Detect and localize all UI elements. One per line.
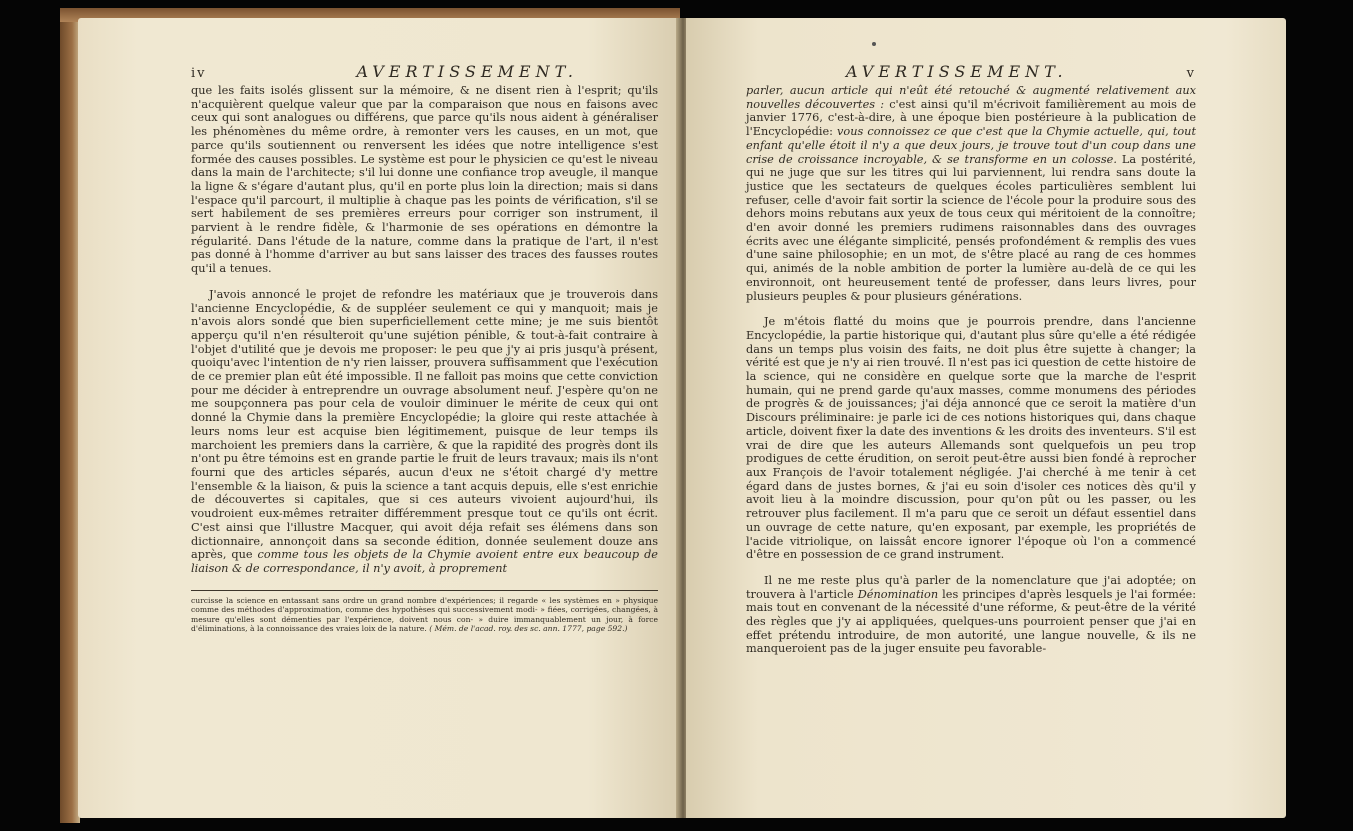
right-paragraph-3-text-a: Il ne me reste plus qu'à parler de la nomenclature que j'ai adoptée; on trouvera à l'article: [746, 573, 1196, 601]
left-page-body: [191, 84, 658, 576]
right-page-body: [746, 84, 1196, 656]
page-speck: [872, 42, 876, 46]
left-page-header: [191, 62, 658, 82]
left-paragraph-1: que les faits isolés glissent sur la mémoire, & ne disent rien à l'esprit; qu'ils n'acquièrent quelque valeur que par la comparaison que nous en faisons avec ceux qui sont analogues ou différens, que parce qu'ils nous aident à généraliser les phénomènes du même ordre, à remonter vers les causes, en un mot, que parce qu'ils soutiennent ou renversent les idées que notre intelligence s'est formée des causes possibles. Le système est pour le physicien ce qu'est le niveau dans la main de l'architecte; s'il lui donne une confiance trop aveugle, il manque la ligne & s'égare d'autant plus, qu'il en porte plus loin la direction; mais si dans l'espace qu'il parcourt, il multiplie à chaque pas les points de vérification, s'il se sert habilement de ses premières erreurs pour corriger son instrument, il parvient à le rendre fidèle, & l'harmonie de ses opérations en démontre la régularité. Dans l'étude de la nature, comme dans la pratique de l'art, il n'est pas donné à l'homme d'arriver au but sans laisser des traces des fausses routes qu'il a tenues.: [191, 84, 658, 276]
right-paragraph-1: [746, 84, 1196, 303]
footnote-citation: ( Mém. de l'acad. roy. des sc. ann. 1777, page 592.): [429, 624, 628, 634]
right-paragraph-3-term: Dénomination: [857, 587, 939, 601]
right-paragraph-3-text-b: les principes d'après lesquels je l'ai formée: mais tout en convenant de la nécessité d'une réforme, & peut-être de la vérité des règles que j'y ai appliquées, quelques-uns pourroient penser que j'ai en effet prétendu introduire, de mon autorité, une langue nouvelle, & ils ne manqueroient pas de la juger ensuite peu favorable-: [746, 587, 1197, 656]
left-running-title: AVERTISSEMENT.: [356, 62, 578, 81]
right-page: [686, 18, 1286, 818]
right-paragraph-1-quote-b: vous connoissez ce que c'est que la Chymie actuelle, qui, tout enfant qu'elle étoit il n'y a que deux jours, je trouve tout d'un coup dans une crise de croissance incroyable, & se transforme en un colosse.: [746, 125, 1196, 166]
footnote-text: curcisse la science en entassant sans ordre un grand nombre d'expériences; il regarde « les systèmes en » physique comme des méthodes d'approximation, comme des hypothèses qui successivement modi- » fiées, corrigées, changées, à mesure qu'elles sont démenties par l'expérience, doivent nous con- » duire immanquablement un jour, à force d'éliminations, à la connoissance des vraies loix de la nature.: [191, 595, 658, 634]
right-paragraph-1-text-b: La postérité, qui ne juge que sur les titres qui lui parviennent, lui rendra sans doute la justice que les sectateurs de quelques écoles particulières semblent lui refuser, celle d'avoir fait sortir la science de l'école pour la produire sous des dehors moins rebutans aux yeux de tous ceux qui méritoient de la connoître; d'en avoir donné les premiers rudimens raisonnables dans des ouvrages écrits avec une élégante simplicité, pensés profondément & remplis des vues d'une saine philosophie; en un mot, de s'être placé au rang de ces hommes qui, animés de la noble ambition de porter la lumière au-delà de ce qui les environnoit, ont heureusement tenté de professer, dans leurs livres, pour plusieurs peuples & pour plusieurs générations.: [746, 152, 1197, 303]
right-running-title: AVERTISSEMENT.: [846, 62, 1068, 81]
left-page: [78, 18, 678, 818]
right-paragraph-1-quote-a: parler, aucun article qui n'eût été retouché & augmenté relativement aux nouvelles découvertes :: [746, 84, 1196, 111]
left-page-number: iv: [191, 66, 207, 81]
left-paragraph-2-quote: comme tous les objets de la Chymie avoient entre eux beaucoup de liaison & de correspondance, il n'y avoit, à proprement: [191, 548, 658, 575]
right-page-header: [746, 62, 1196, 82]
right-paragraph-3: [746, 574, 1196, 656]
right-paragraph-2: Je m'étois flatté du moins que je pourrois prendre, dans l'ancienne Encyclopédie, la partie historique qui, d'autant plus sûre qu'elle a été rédigée dans un temps plus voisin des faits, ne doit plus être sujette à changer; la vérité est que je n'y ai rien trouvé. Il n'est pas ici question de cette histoire de la science, qui ne considère en quelque sorte que la marche de l'esprit humain, qui ne prend garde qu'aux masses, comme monumens des périodes de progrès & de jouissances; j'ai déja annoncé que ce seroit la matière d'un Discours préliminaire: je parle ici de ces notions historiques qui, dans chaque article, doivent fixer la date des inventions & les droits des inventeurs. S'il est vrai de dire que les auteurs Allemands sont quelquefois un peu trop prodigues de cette érudition, on seroit peut-être aussi bien fondé à reprocher aux François de l'avoir totalement négligée. J'ai cherché à me tenir à cet égard dans de justes bornes, & j'ai eu soin d'isoler ces notices dès qu'il y avoit lieu à la moindre discussion, pour qu'on pût ou les passer, ou les retrouver plus facilement. Il m'a paru que ce seroit un défaut essentiel dans un ouvrage de cette nature, qu'en exposant, par exemple, les propriétés de l'acide vitriolique, on laissât encore ignorer l'époque où l'on a commencé d'être en possession de ce grand instrument.: [746, 315, 1196, 562]
right-page-number: v: [1186, 66, 1196, 81]
book-cover-edge: [60, 8, 80, 823]
left-paragraph-2-text: J'avois annoncé le projet de refondre les matériaux que je trouverois dans l'ancienne Encyclopédie, & de suppléer seulement ce qui y manquoit; mais je n'avois alors sondé que bien superficiellement cette mine; je me suis bientôt apperçu qu'il n'en résulteroit qu'une sujétion pénible, & tout-à-fait contraire à l'objet d'utilité que je devois me proposer: le peu que j'y ai pris jusqu'à présent, quoiqu'avec l'intention de n'y rien laisser, prouvera suffisamment que l'exécution de ce premier plan eût été impossible. Il ne falloit pas moins que cette conviction pour me décider à entreprendre un ouvrage absolument neuf. J'espère qu'on ne me soupçonnera pas pour cela de vouloir diminuer le mérite de ceux qui ont donné la Chymie dans la première Encyclopédie; la gloire qui reste attachée à leurs noms leur est acquise bien légitimement, puisque de leur temps ils marchoient les premiers dans la carrière, & que la rapidité des progrès dont ils n'ont pu être témoins est en grande partie le fruit de leurs travaux; mais ils n'ont fourni que des articles séparés, aucun d'eux ne s'étoit chargé d'y mettre l'ensemble & la liaison, & puis la science a tant acquis depuis, elle s'est enrichie de découvertes si capitales, que si ces auteurs vivoient aujourd'hui, ils voudroient eux-mêmes retraiter différemment presque tout ce qu'ils ont écrit. C'est ainsi que l'illustre Macquer, qui avoit déja refait ses élémens dans son dictionnaire, annonçoit dans sa seconde édition, donnée seulement douze ans après, que: [191, 287, 658, 562]
left-paragraph-2: [191, 288, 658, 576]
footnote-rule: [191, 590, 658, 591]
left-footnote: [191, 596, 658, 634]
right-paragraph-1-text-a: c'est ainsi qu'il m'écrivoit familièrement au mois de janvier 1776, c'est-à-dire, à une époque bien postérieure à la publication de l'Encyclopédie:: [746, 97, 1197, 139]
